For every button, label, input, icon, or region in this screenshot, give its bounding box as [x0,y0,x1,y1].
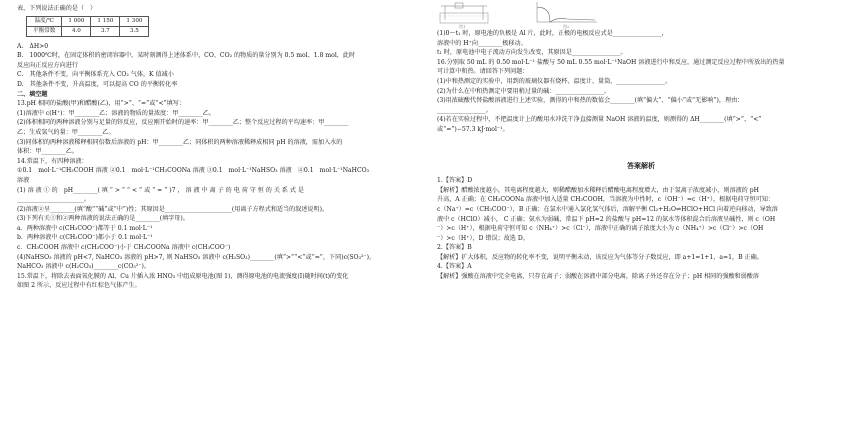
answer-line: 2.【答案】B [437,244,472,252]
answer-line: 升高，A 正确；在 CH₃COONa 溶液中加入适量 CH₃COOH，当溶液为中性时，c（OH⁻）=c（H⁺），根据电荷守恒可知： [437,196,774,204]
answer-line: 4.【答案】A [437,263,472,271]
text-line: (1)溶液中 c(H⁺)：甲________乙；溶液的物质的量浓度：甲________乙。 [17,109,215,117]
answer-line: c（Na⁺）=c（CH₃COO⁻），B 正确；在氯水中通入氯化氢气体后，溶解平衡 Cl₂+H₂O⇌HClO+HCl 向着逆向移动，导致溶 [437,205,778,213]
table-cell: 3.7 [91,26,120,36]
table-cell: 1 300 [120,16,149,26]
text-line: a．两种溶液中 c(CH₃COO⁻)都等于 0.1 mol·L⁻¹ [17,224,153,232]
answer-line: 【解析】扩大体积，反应物的转化率不变，说明平衡未动，该反应为气体等分子数反应，即 a+1=1+1，a=1，B 正确。 [437,253,763,261]
equilibrium-constant-table [26,16,149,37]
text-line: c．CH₃COOH 溶液中 c(CH₃COO⁻)小于 CH₃COONa 溶液中 c(CH₃COO⁻) [17,244,231,252]
text-line: (3)用浓硫酸代替盐酸溶液进行上述实验，测得的中和热的数值会________(填“偏大”、“偏小”或“无影响”)，理由： [437,97,744,105]
text-line: (1)中和热测定的实验中，用到的玻璃仪器有烧杯、温度计、量筒、________________。 [437,77,672,85]
text-line: 15.常温下，将除去表面氧化膜的 Al、Cu 片插入浓 HNO₃ 中组成原电池(图 1)，测得原电池的电流强度(I)随时间(t)的变化 [17,272,349,280]
figure-strip [437,0,845,28]
table-cell: 3.5 [120,26,149,36]
text-line: ①0.1 mol·L⁻¹CH₃COOH 溶液 ②0.1 mol·L⁻¹CH₃COONa 溶液 ③0.1 mol·L⁻¹NaHSO₃ 溶液 ④0.1 mol·L⁻¹NaHCO₃ [17,167,370,175]
text-line: (3)同体积的两种溶液稀释相同倍数后溶液的 pH：甲________乙；同体积的两种溶液稀释成相同 pH 的溶液，需加入水的 [17,138,343,146]
text-line: 13.pH 相同的盐酸(甲)和醋酸(乙)，用“>”、“=”或“<”填写： [17,100,185,108]
text-line: (4)NaHSO₃ 溶液的 pH<7, NaHCO₃ 溶液的 pH>7, 则 NaHSO₃ 溶液中 c(H₂SO₃)________(填“>”“<”或“=”，下同)c(SO₃²⁻)， [17,253,376,261]
text-line: D. 其他条件不变，升高温度，可以提高 CO 的平衡转化率 [17,80,178,88]
text-line: ________________。 [437,106,492,114]
text-line: (1)0～t₁ 时，原电池的负极是 Al 片，此时，正极的电极反应式是________________， [437,30,668,37]
table-row [27,26,149,36]
table-cell: 1 150 [91,16,120,26]
text-line: ______________________。 [17,196,91,204]
left-column [17,0,417,291]
text-line: 溶液 [17,176,30,184]
section-heading: 二、填空题 [17,90,48,98]
answer-line: 【解析】醋酸浓度越小，其电离程度越大，则稀醋酸加水稀释后醋酸电离程度增大，由于氢离子浓度减小，则溶液的 pH [437,186,759,194]
table-cell: 1 000 [62,16,91,26]
question-intro: 表，下列说法正确的是（ ） [17,5,97,12]
text-line: 可计算中和热。请回答下列问题： [437,68,529,76]
text-line: (1) 溶 液 ① 的 pH________( 填 “ > ” “ < ” 或 “ = ” )7 ， 溶 液 中 离 子 的 电 荷 守 恒 的 关 系 式 是 [17,186,305,194]
answer-line: 1.【答案】D [437,177,473,185]
answer-line: 液中 c（HClO）减小， C 正确；氨水为弱碱，常温下 pH=2 的盐酸与 pH=12 的氨水等体积混合后溶液呈碱性，则 c（OH [437,215,776,223]
text-line: (2)为什么在中和热测定中要用稍过量的碱：________________。 [437,87,611,95]
text-line: 或“=”)−57.3 kJ·mol⁻¹。 [437,125,509,133]
answer-line: 【解析】强酸在溶液中完全电离，只存在离子；弱酸在溶液中部分电离，除离子外还存在分子；pH 相同的强酸和弱酸溶 [437,273,759,281]
table-cell: 4.0 [62,26,91,36]
right-column [437,0,845,282]
text-line: 溶液中的 H⁺向________极移动。 [437,39,527,47]
text-line: (2)溶液②呈________(填“酸”“碱”或“中”)性；其原因是______________________(用离子方程式和适当的叙述说明)。 [17,205,329,213]
table-row [27,16,149,26]
answer-line: ⁻）>c（H⁺），D 错误；故选 D。 [437,234,529,242]
figure-label-2: 图2 [563,24,570,29]
text-line: B. 1000℃时，在固定体积的密闭容器中，某时刻测得上述体系中，CO、CO₂ 的物质的量分别为 0.5 mol、1.8 mol，此时 [17,52,356,60]
text-line: (3)下列有关①和②两种溶液的说法正确的是________(填字母)。 [17,215,189,223]
text-line: NaHCO₃ 溶液中 c(H₂CO₃)________c(CO₃²⁻)。 [17,263,150,271]
text-line: 乙；生成氢气的量：甲________乙。 [17,128,115,136]
answer-line: ⁻）>c（H⁺），根据电荷守恒可知 c（NH₄⁺）>c（Cl⁻），溶液中正确的离子浓度大小为 c（NH₄⁺）>c（Cl⁻）>c（OH [437,225,764,233]
text-line: 16.分别取 50 mL 的 0.50 mol·L⁻¹ 盐酸与 50 mL 0.55 mol·L⁻¹NaOH 溶液进行中和反应，通过测定反应过程中所放出的热量 [437,58,785,66]
table-cell: 平衡常数 [27,26,62,36]
text-line: t₁ 时，原电池中电子流动方向发生改变，其原因是________________。 [437,49,627,57]
text-line: (2)体积相同的两种溶液分别与足量的锌反应，反应刚开始时的速率：甲________乙；整个反应过程的平均速率：甲________ [17,119,349,127]
cell-apparatus-figure [440,3,488,23]
text-line: (4)若在实验过程中，不把温度计上的酸用水冲洗干净直接测量 NaOH 溶液的温度，则测得的 ΔH________(填“>”、“<” [437,116,762,124]
text-line: 体积：甲________乙。 [17,148,78,156]
answers-title: 答案解析 [627,160,655,170]
current-time-graph [537,2,597,22]
text-line: b．两种溶液中 c(CH₃COO⁻)都小于 0.1 mol·L⁻¹ [17,234,153,242]
text-line: 14.常温下，有四种溶液： [17,157,88,165]
text-line: C. 其他条件不变，向平衡体系充入 CO₂ 气体，K 值减小 [17,71,174,79]
text-line: 如图 2 所示，反应过程中有红棕色气体产生。 [17,282,141,290]
text-line: 反应向正反应方向进行 [17,61,78,69]
table-cell: 温度/℃ [27,16,62,26]
text-line: A. ΔH>0 [17,42,49,50]
battery-and-graph-figure [437,0,637,28]
figure-label-1: 图1 [459,24,466,29]
